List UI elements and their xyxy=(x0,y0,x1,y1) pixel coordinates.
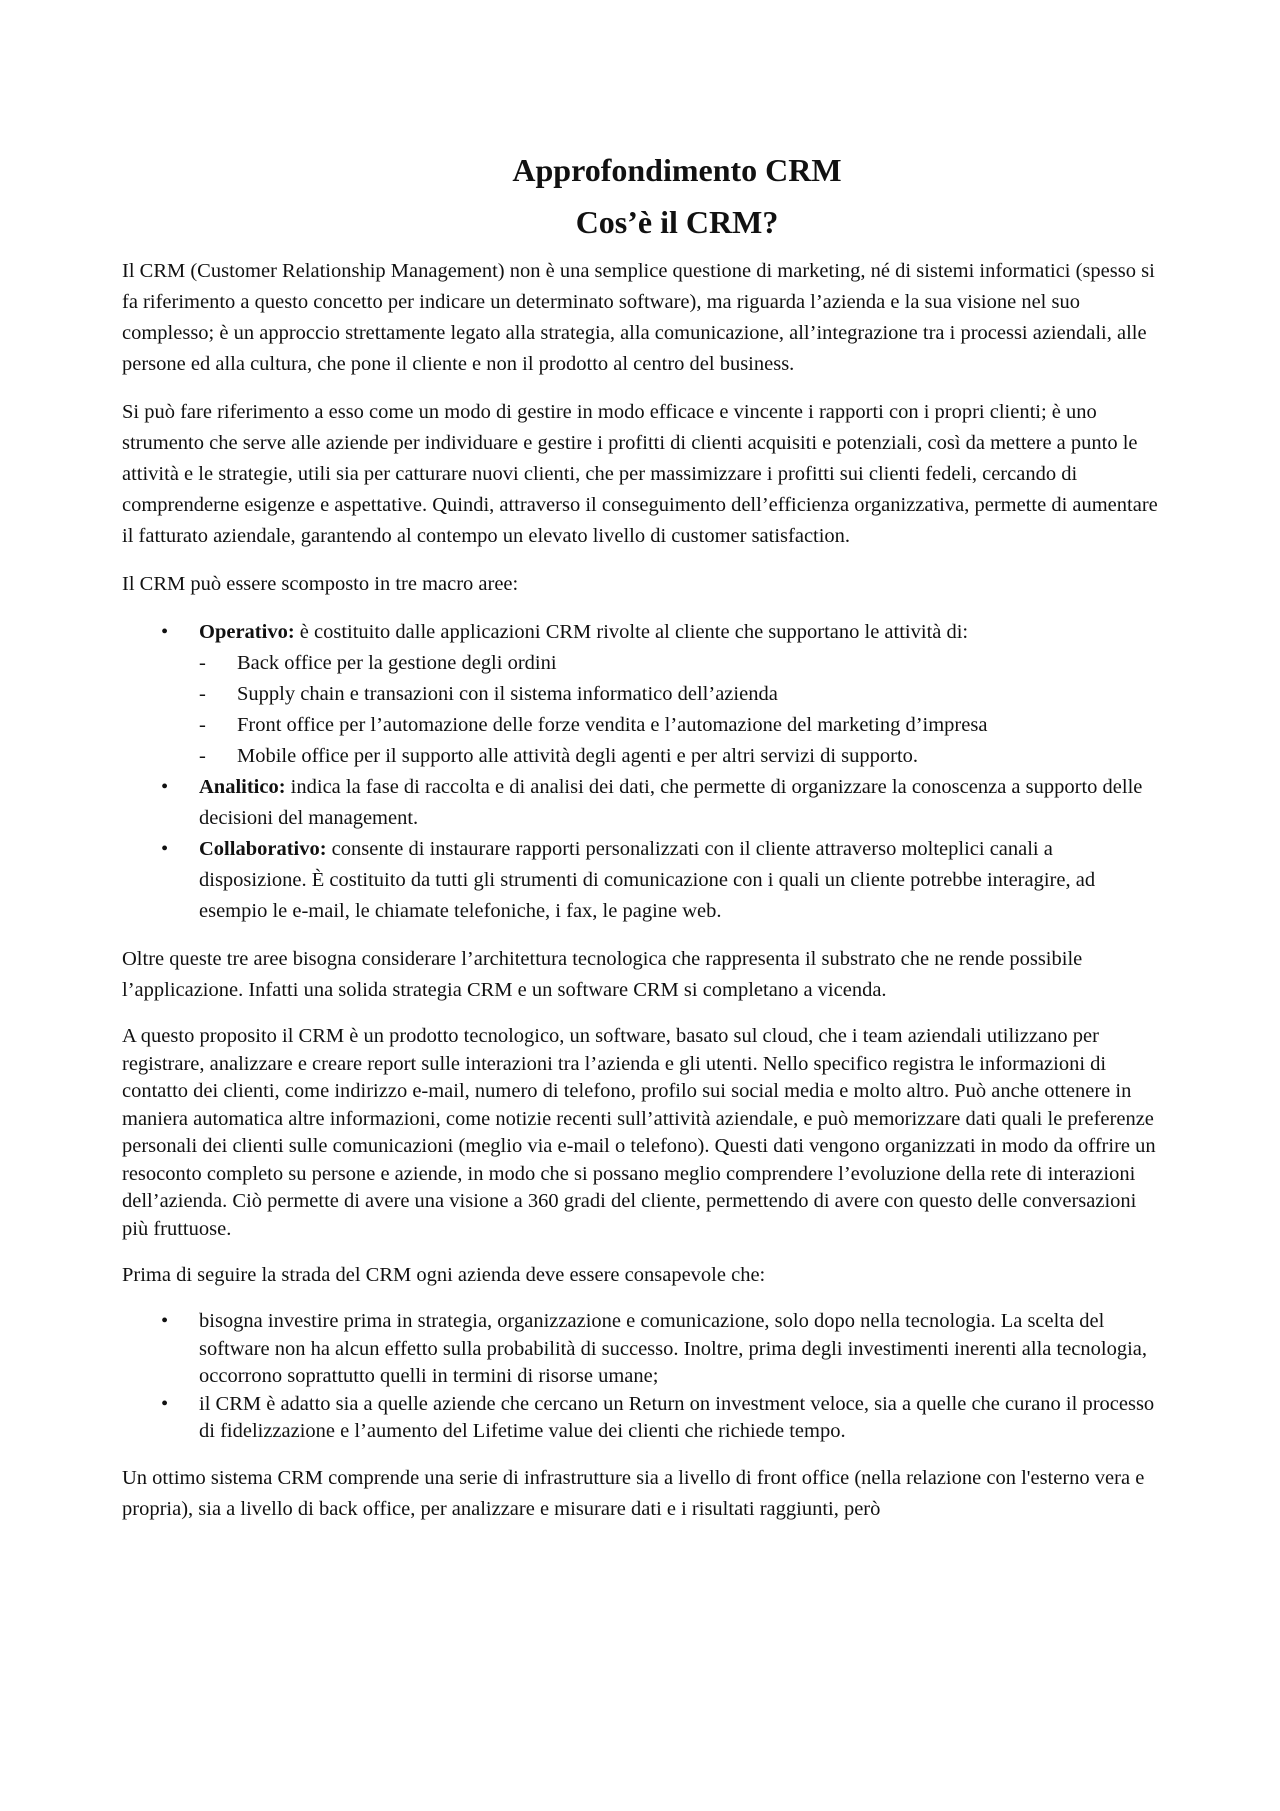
dash-icon: - xyxy=(199,745,206,767)
bullet-icon: • xyxy=(161,621,169,643)
area-label: Operativo: xyxy=(199,621,295,643)
dash-icon: - xyxy=(199,683,206,705)
paragraph-crm-definition: Il CRM (Customer Relationship Management) non è una semplice questione di marketing, né di sistemi informatici (spesso si fa riferimento a questo concetto per indicare un determinato software), ma riguarda l’azienda e la sua visione nel suo complesso; è un approccio strettamente legato alla strategia, alla comunicazione, all’integrazione tra i processi aziendali, alle persone ed alla cultura, che pone il cliente e non il prodotto al centro del business. xyxy=(122,260,1155,375)
bullet-icon: • xyxy=(161,838,169,860)
list-item: • il CRM è adatto sia a quelle aziende che cercano un Return on investment veloce, sia a quelle che curano il processo di fidelizzazione e l’aumento del Lifetime value dei clienti che richiede tempo. xyxy=(161,1392,1155,1442)
area-label: Analitico: xyxy=(199,776,286,798)
operativo-sublist xyxy=(199,648,1162,772)
paragraph-crm-system: Un ottimo sistema CRM comprende una serie di infrastrutture sia a livello di front office (nella relazione con l'esterno vera e propria), sia a livello di back office, per analizzare e misurare dati e i risultati raggiunti, però xyxy=(122,1466,1145,1520)
list-item: - Back office per la gestione degli ordini xyxy=(237,648,1162,679)
dash-icon: - xyxy=(199,652,206,674)
paragraph-crm-software: A questo proposito il CRM è un prodotto tecnologico, un software, basato sul cloud, che i team aziendali utilizzano per registrare, analizzare e creare report sulle interazioni tra l’azienda e gli utenti. Nello specifico registra le informazioni di contatto dei clienti, come indirizzo e-mail, numero di telefono, profilo sui social media e molto altro. Può anche ottenere in maniera automatica altre informazioni, come notizie recenti sull’attività aziendale, e può memorizzare dati quali le preferenze personali dei clienti sulle comunicazioni (meglio via e-mail o telefono). Questi dati vengono organizzati in modo da offrire un resoconto completo su persone e aziende, in modo che si possano meglio comprendere l’evoluzione della rete di interazioni dell’azienda. Ciò permette di avere una visione a 360 gradi del cliente, permettendo di avere con questo delle conversazioni più fruttuose. xyxy=(122,1025,1156,1240)
list-item: • bisogna investire prima in strategia, organizzazione e comunicazione, solo dopo nella tecnologia. La scelta del software non ha alcun effetto sulla probabilità di successo. Inoltre, prima degli investimenti inerenti alla tecnologia, occorrono soprattutto quelli in termini di risorse umane; xyxy=(161,1310,1148,1387)
list-item: - Front office per l’automazione delle forze vendita e l’automazione del marketing d’impresa xyxy=(237,710,1162,741)
paragraph-architecture: Oltre queste tre aree bisogna considerare l’architettura tecnologica che rappresenta il substrato che ne rende possibile l’applicazione. Infatti una solida strategia CRM e un software CRM si completano a vicenda. xyxy=(122,948,1083,1001)
list-item: - Mobile office per il supporto alle attività degli agenti e per altri servizi di supporto. xyxy=(237,741,1162,772)
list-item: - Supply chain e transazioni con il sistema informatico dell’azienda xyxy=(237,679,1162,710)
bullet-icon: • xyxy=(161,776,169,798)
paragraph-macro-areas-intro: Il CRM può essere scomposto in tre macro aree: xyxy=(122,573,519,595)
area-text: è costituito dalle applicazioni CRM rivolte al cliente che supportano le attività di: xyxy=(294,621,969,643)
considerations-list xyxy=(122,1308,1162,1446)
list-item-operativo xyxy=(161,617,1162,772)
document-title: Approfondimento CRM xyxy=(512,152,842,188)
paragraph-crm-purpose: Si può fare riferimento a esso come un modo di gestire in modo efficace e vincente i rapporti con i propri clienti; è uno strumento che serve alle aziende per individuare e gestire i profitti di clienti acquisiti e potenziali, così da mettere a punto le attività e le strategie, utili sia per catturare nuovi clienti, che per massimizzare i profitti sui clienti fedeli, cercando di comprenderne esigenze e aspettative. Quindi, attraverso il conseguimento dell’efficienza organizzativa, permette di aumentare il fatturato aziendale, garantendo al contempo un elevato livello di customer satisfaction. xyxy=(122,401,1158,547)
area-text: consente di instaurare rapporti personalizzati con il cliente attraverso molteplici canali a disposizione. È costituito da tutti gli strumenti di comunicazione con i quali un cliente potrebbe interagire, ad esempio le e-mail, le chiamate telefoniche, i fax, le pagine web. xyxy=(199,838,1096,922)
area-label: Collaborativo: xyxy=(199,838,327,860)
list-item-analitico xyxy=(161,772,1162,834)
bullet-icon: • xyxy=(161,1310,169,1332)
dash-icon: - xyxy=(199,714,206,736)
area-text: indica la fase di raccolta e di analisi dei dati, che permette di organizzare la conoscenza a supporto delle decisioni del management. xyxy=(199,776,1143,829)
section-heading: Cos’è il CRM? xyxy=(575,204,779,240)
list-item-collaborativo xyxy=(161,834,1162,927)
bullet-icon: • xyxy=(161,1392,169,1415)
paragraph-prerequisites-intro: Prima di seguire la strada del CRM ogni azienda deve essere consapevole che: xyxy=(122,1264,766,1286)
document-page xyxy=(122,150,1162,1542)
macro-areas-list xyxy=(122,617,1162,927)
